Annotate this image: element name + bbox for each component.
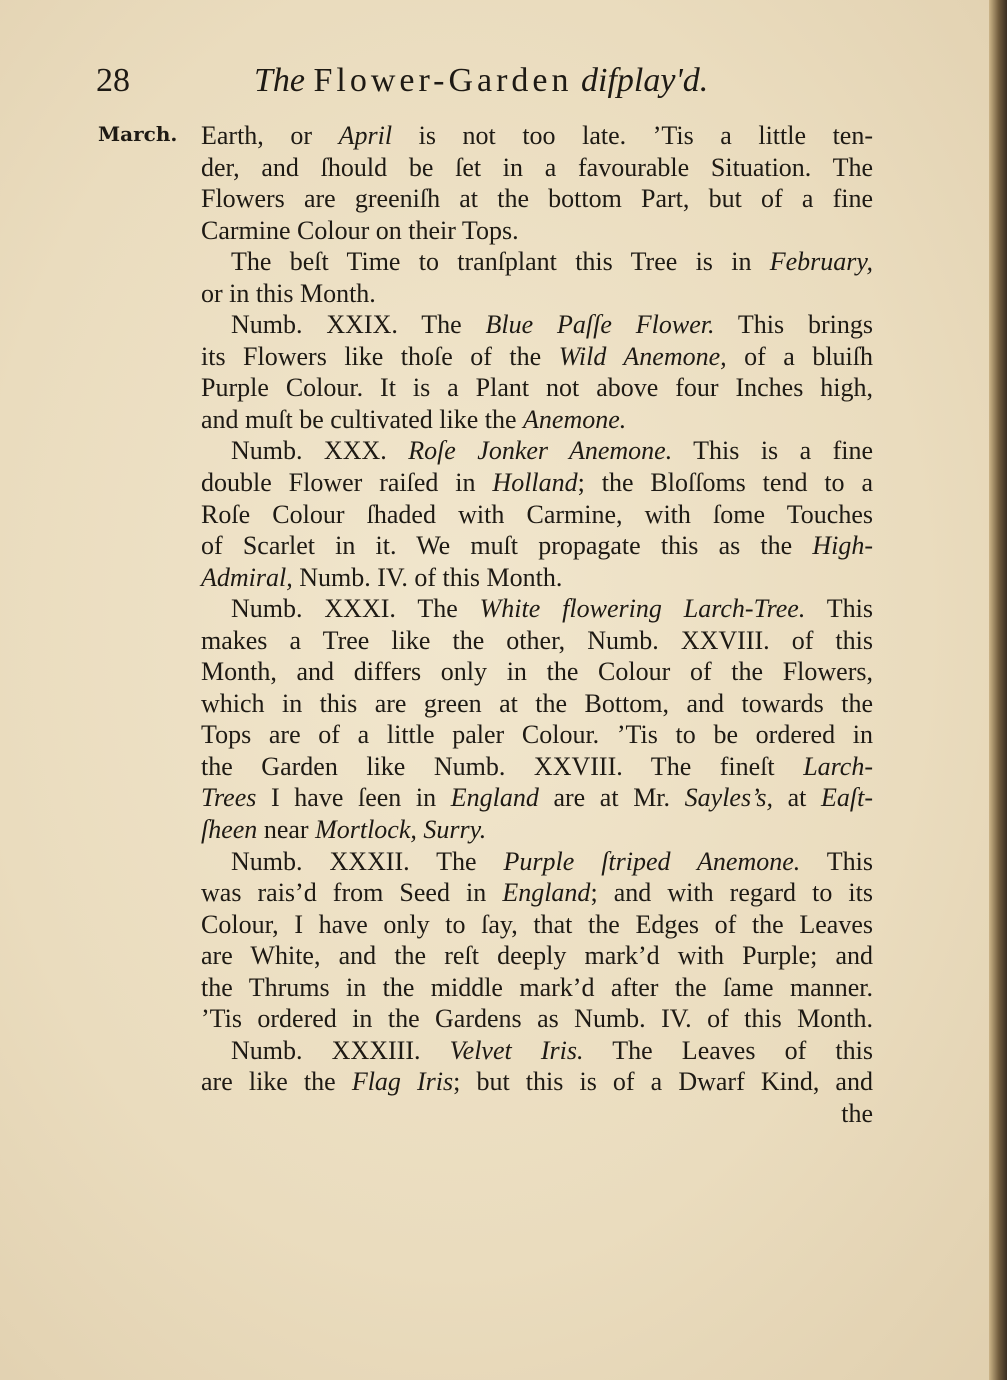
text-segment: Numb. XXXIII. (231, 1035, 450, 1065)
text-segment: was rais’d from Seed in (201, 878, 503, 908)
text-line (201, 183, 873, 215)
text-line (201, 562, 873, 594)
text-segment: of Scarlet in it. We muſt propagate this as the (201, 531, 813, 561)
text-line (201, 120, 873, 152)
text-segment: which in this are green at the Bottom, and towards the (201, 688, 873, 718)
italic-text: Flag Iris (351, 1067, 454, 1097)
text-line (201, 499, 873, 531)
text-segment: are White, and the reſt deeply mark’d with Purple; and (201, 941, 873, 971)
text-segment: Roſe Colour ſhaded with Carmine, with ſome Touches (201, 499, 873, 529)
text-segment: are like the (201, 1067, 352, 1097)
italic-text: Eaſt- (821, 783, 874, 813)
italic-text: Purple ſtriped Anemone. (503, 846, 801, 876)
text-segment: the (841, 1098, 873, 1128)
text-segment: ; the Bloſſoms tend to a (577, 468, 873, 498)
text-segment: its Flowers like thoſe of the (201, 341, 559, 371)
text-segment: Purple Colour. It is a Plant not above four Inches high, (201, 373, 873, 403)
text-line (201, 877, 873, 909)
italic-text: Blue Paſſe Flower. (485, 310, 715, 340)
text-segment: Numb. XXXII. The (231, 846, 504, 876)
text-line (201, 467, 873, 499)
text-segment: Numb. XXIX. The (231, 310, 486, 340)
text-segment: This (805, 594, 873, 624)
text-line (201, 719, 873, 751)
text-line (201, 688, 873, 720)
italic-text: Larch- (803, 751, 873, 781)
text-segment: Numb. XXX. (231, 436, 409, 466)
italic-text: Velvet Iris. (449, 1035, 584, 1065)
page-number: 28 (96, 62, 130, 99)
text-segment: are at Mr. (538, 783, 685, 813)
text-segment: ; and with regard to its (590, 878, 873, 908)
text-line (201, 435, 873, 467)
italic-text: White flowering Larch-Tree. (479, 594, 806, 624)
text-line (201, 341, 873, 373)
text-segment: This (800, 846, 873, 876)
text-segment: is not too late. ’Tis a little ten- (392, 121, 874, 150)
text-segment: Flowers are greeniſh at the bottom Part, but of a fine (201, 184, 873, 214)
text-segment: double Flower raiſed in (201, 468, 493, 498)
running-title (254, 62, 708, 100)
text-segment: I have ſeen in (256, 783, 451, 813)
italic-text: Sayles’s, (684, 783, 774, 813)
text-segment: the Thrums in the middle mark’d after the ſame manner. (201, 972, 873, 1002)
text-segment: ; but this is of a Dwarf Kind, and (453, 1067, 873, 1097)
text-line (201, 593, 873, 625)
text-line (201, 530, 873, 562)
text-line (201, 751, 873, 783)
text-segment: the Garden like Numb. XXVIII. The fineſt (201, 751, 804, 781)
text-segment: Month, and differs only in the Colour of the Flowers, (201, 657, 873, 687)
text-line (201, 656, 873, 688)
text-segment: Tops are of a little paler Colour. ’Tis to be ordered in (201, 720, 873, 750)
running-title-caps: Flower-Garden (313, 62, 573, 99)
text-segment: makes a Tree like the other, Numb. XXVIII. of this (201, 625, 873, 655)
text-line (201, 215, 873, 247)
italic-text: Anemone. (523, 404, 627, 434)
running-header (96, 62, 856, 112)
text-segment: ’Tis ordered in the Gardens as Numb. IV. of this Month. (201, 1004, 873, 1034)
text-segment: Earth, or (201, 121, 339, 150)
text-segment: Colour, I have only to ſay, that the Edges of the Leaves (201, 909, 873, 939)
text-segment: This is a fine (672, 436, 873, 466)
italic-text: ſheen (201, 815, 258, 845)
text-line (201, 404, 873, 436)
text-line (201, 782, 873, 814)
text-segment: of a bluiſh (726, 341, 873, 371)
text-line (201, 1098, 873, 1130)
italic-text: High- (812, 531, 873, 561)
text-line (201, 278, 873, 310)
italic-text: England (450, 783, 539, 813)
text-line (201, 814, 873, 846)
italic-text: Holland (492, 468, 578, 498)
running-title-displayd: difplay'd. (581, 62, 709, 99)
italic-text: Trees (201, 783, 257, 813)
text-line (201, 940, 873, 972)
text-line (201, 1003, 873, 1035)
text-line (201, 625, 873, 657)
text-segment: Numb. IV. of this Month. (292, 562, 563, 592)
margin-note-month: March. (98, 122, 178, 146)
text-segment: der, and ſhould be ſet in a favourable Situation. The (201, 152, 873, 182)
text-line (201, 972, 873, 1004)
text-line (201, 846, 873, 878)
text-segment: This brings (714, 310, 873, 340)
text-line (201, 372, 873, 404)
text-segment: and muſt be cultivated like the (201, 404, 524, 434)
text-line (201, 309, 873, 341)
italic-text: April (338, 121, 393, 150)
text-body (201, 120, 873, 1130)
text-segment: Carmine Colour on their Tops. (201, 215, 519, 245)
text-line (201, 246, 873, 278)
italic-text: Wild Anemone, (558, 341, 727, 371)
text-segment: near (257, 815, 316, 845)
italic-text: February, (769, 247, 873, 277)
text-segment: or in this Month. (201, 278, 376, 308)
italic-text: England (502, 878, 591, 908)
text-segment: at (773, 783, 822, 813)
text-line (201, 1035, 873, 1067)
page-edge (989, 0, 1007, 1380)
running-title-the: The (254, 62, 305, 99)
text-line (201, 909, 873, 941)
italic-text: Mortlock, Surry. (315, 815, 487, 845)
italic-text: Admiral, (201, 562, 293, 592)
text-segment: The Leaves of this (583, 1035, 873, 1065)
italic-text: Roſe Jonker Anemone. (408, 436, 673, 466)
text-line (201, 1066, 873, 1098)
text-segment: Numb. XXXI. The (231, 594, 480, 624)
text-line (201, 152, 873, 184)
text-segment: The beſt Time to tranſplant this Tree is in (231, 247, 770, 277)
